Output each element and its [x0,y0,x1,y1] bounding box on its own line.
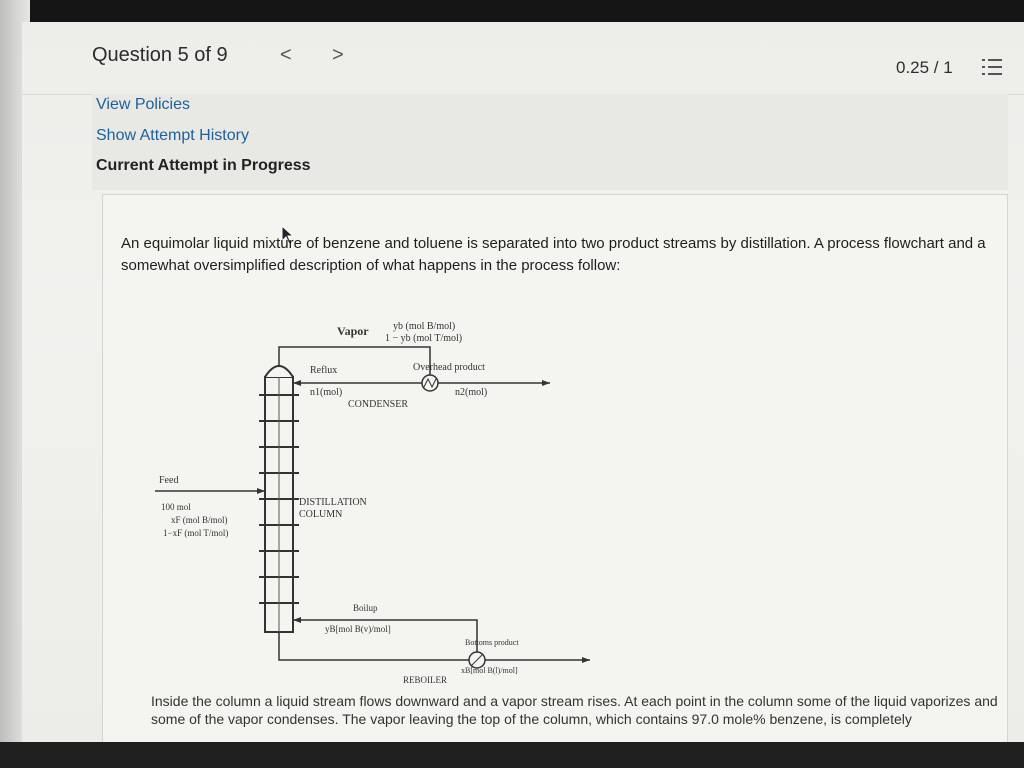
question-counter: Question 5 of 9 [92,44,228,66]
list-menu-icon[interactable] [982,57,1002,77]
feed-1xf-label: 1−xF (mol T/mol) [163,528,229,538]
vapor-yb-label: yb (mol B/mol) [393,321,456,332]
feed-amount-label: 100 mol [161,502,191,512]
boilup-label: Boilup [353,603,378,613]
bottoms-line [279,632,469,660]
score-display: 0.25 / 1 [896,58,953,77]
next-question-button[interactable]: > [332,44,344,66]
overhead-label: Overhead product [413,362,485,373]
condenser-label: CONDENSER [348,399,409,410]
column-label-2: COLUMN [299,509,343,520]
question-box [102,194,1008,756]
reboiler-label: REBOILER [403,675,447,685]
reflux-n1-label: n1(mol) [310,387,343,398]
question-header [22,22,1024,95]
bottoms-xb-label: xB[mol B(l)/mol] [461,666,518,675]
overhead-n2-label: n2(mol) [455,387,488,398]
boilup-yb-label: yB[mol B(v)/mol] [325,624,391,634]
column-top-dome [265,366,293,377]
vapor-label: Vapor [337,324,369,338]
monitor-bezel-bottom [0,742,1024,768]
column-label: DISTILLATION [299,497,367,508]
current-attempt-heading: Current Attempt in Progress [96,157,311,174]
vapor-1yb-label: 1 − yb (mol T/mol) [385,333,463,344]
previous-question-button[interactable]: < [280,44,292,66]
vapor-line [279,347,430,375]
browser-screen [22,22,1024,752]
feed-label: Feed [159,475,179,486]
bottoms-label: Bottoms product [465,638,519,647]
show-attempt-history-link[interactable]: Show Attempt History [96,127,249,144]
question-intro-text: An equimolar liquid mixture of benzene and toluene is separated into two product streams by distillation. A process flowchart and a somewhat oversimplified description of what happens in the process follow: [121,235,986,274]
view-policies-link[interactable]: View Policies [96,96,190,113]
attempt-panel [92,94,1008,190]
reflux-label: Reflux [310,365,338,376]
distillation-flowchart [155,315,595,715]
feed-xf-label: xF (mol B/mol) [171,515,228,525]
question-paragraph: Inside the column a liquid stream flows downward and a vapor stream rises. At each point in the column some of the liquid vaporizes and some of the vapor condenses. The vapor leaving the top of the column, which contains 97.0 mole% benzene, is completely [151,693,998,727]
